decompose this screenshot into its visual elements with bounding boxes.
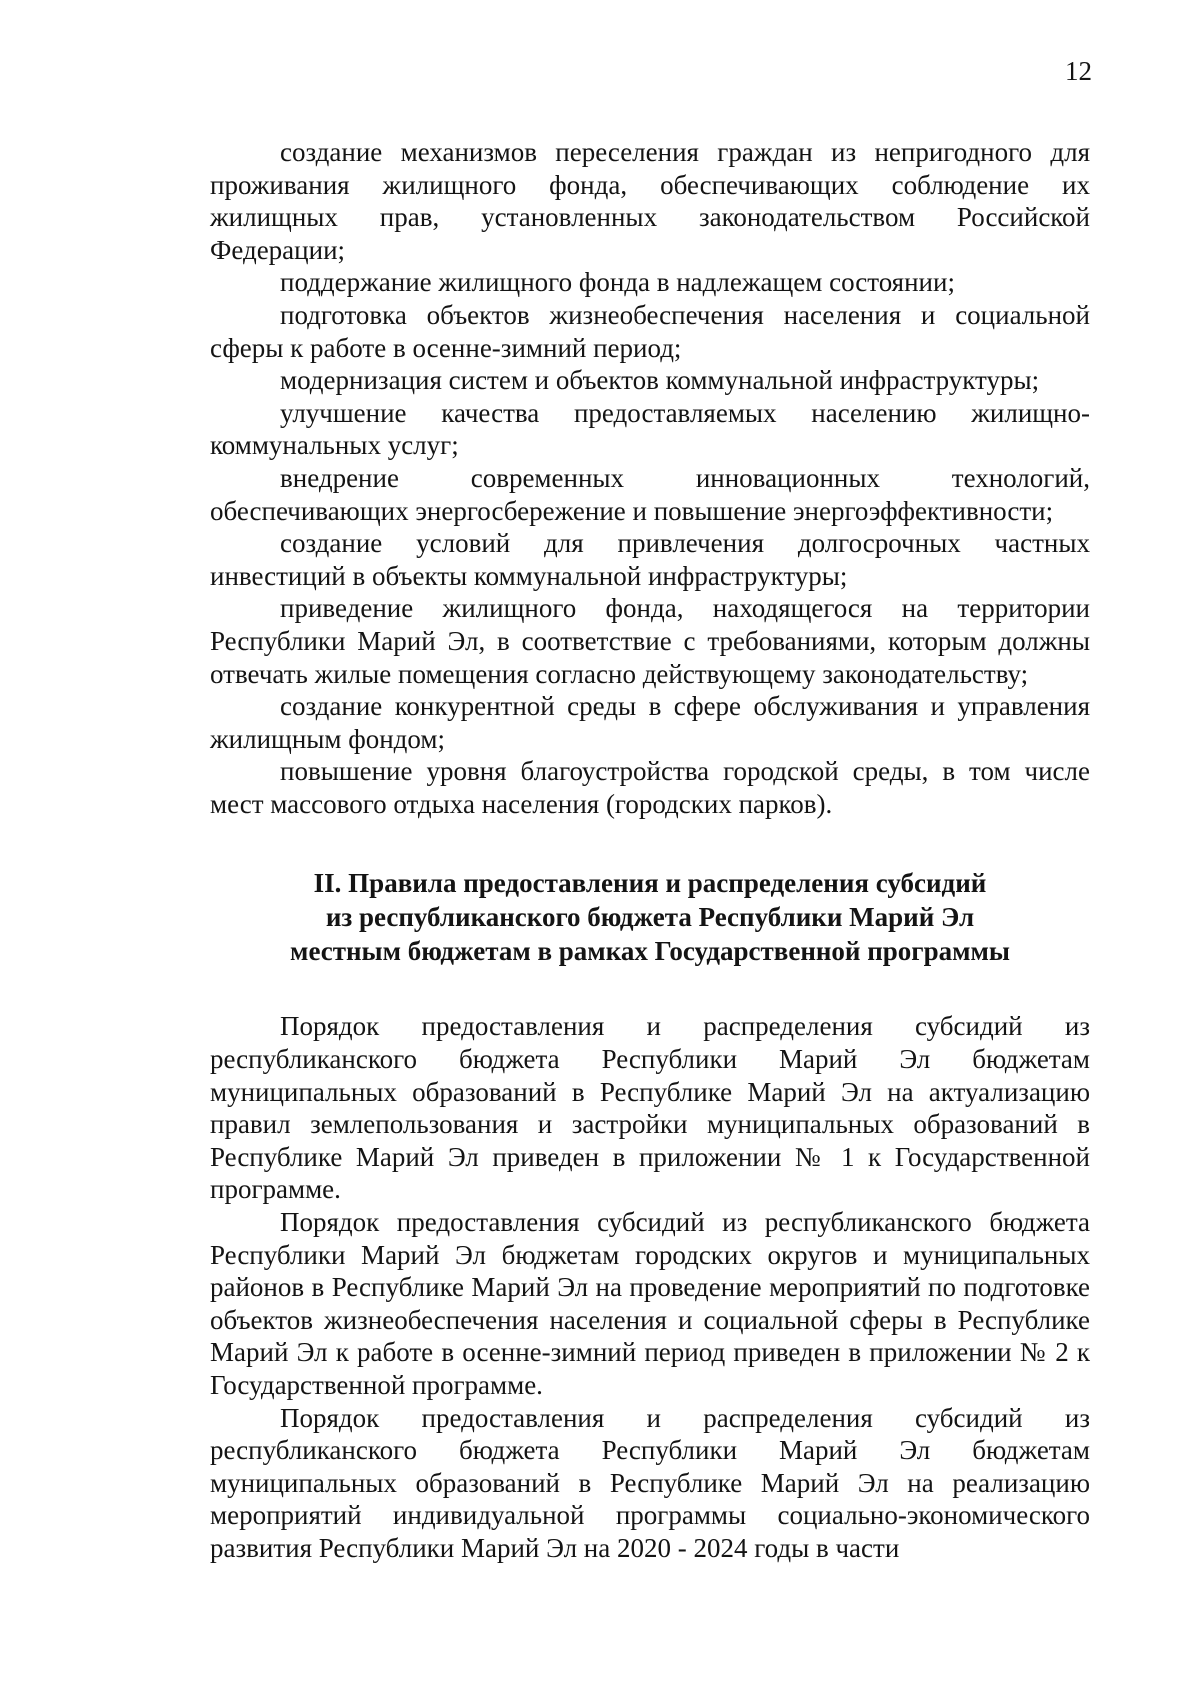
section-heading-line: местным бюджетам в рамках Государственной программы (290, 936, 1010, 967)
section-heading-line: из республиканского бюджета Республики Марий Эл (325, 902, 975, 933)
document-body (210, 136, 1090, 1565)
section-heading (210, 866, 1090, 968)
list-item: создание механизмов переселения граждан из непригодного для проживания жилищного фонда, обеспечивающих соблюдение их жилищных прав, установленных законодательством Российской Федерации; (210, 137, 1090, 265)
page-number: 12 (1065, 56, 1092, 86)
section-paragraph: Порядок предоставления и распределения субсидий из республиканского бюджета Республики Марий Эл бюджетам муниципальных образований в Республике Марий Эл на актуализацию правил землепользования и застройки муниципальных образований в Республике Марий Эл приведен в приложении № 1 к Государственной программе. (210, 1011, 1090, 1205)
list-item: внедрение современных инновационных технологий, обеспечивающих энергосбережение и повышение энергоэффективности; (210, 462, 1090, 526)
list-item: поддержание жилищного фонда в надлежащем состоянии; (280, 267, 955, 298)
list-item: модернизация систем и объектов коммунальной инфраструктуры; (280, 365, 1040, 396)
section-paragraph: Порядок предоставления и распределения субсидий из республиканского бюджета Республики Марий Эл бюджетам муниципальных образований в Республике Марий Эл на реализацию мероприятий индивидуальной программы социально-экономического развития Республики Марий Эл на 2020 - 2024 годы в части (210, 1402, 1090, 1563)
section-heading-line: II. Правила предоставления и распределения субсидий (313, 868, 987, 899)
list-item: приведение жилищного фонда, находящегося на территории Республики Марий Эл, в соответствие с требованиями, которым должны отвечать жилые помещения согласно действующему законодательству; (210, 593, 1090, 689)
list-item: подготовка объектов жизнеобеспечения населения и социальной сферы к работе в осенне-зимний период; (210, 299, 1090, 363)
section-paragraph: Порядок предоставления субсидий из республиканского бюджета Республики Марий Эл бюджетам городских округов и муниципальных районов в Республике Марий Эл на проведение мероприятий по подготовке объектов жизнеобеспечения населения и социальной сферы в Республике Марий Эл к работе в осенне-зимний период приведен в приложении № 2 к Государственной программе. (210, 1207, 1090, 1400)
list-item: создание условий для привлечения долгосрочных частных инвестиций в объекты коммунальной инфраструктуры; (210, 528, 1090, 591)
list-item: повышение уровня благоустройства городской среды, в том числе мест массового отдыха населения (городских парков). (210, 756, 1090, 819)
list-item: создание конкурентной среды в сфере обслуживания и управления жилищным фондом; (210, 691, 1090, 754)
list-item: улучшение качества предоставляемых населению жилищно-коммунальных услуг; (210, 397, 1090, 461)
